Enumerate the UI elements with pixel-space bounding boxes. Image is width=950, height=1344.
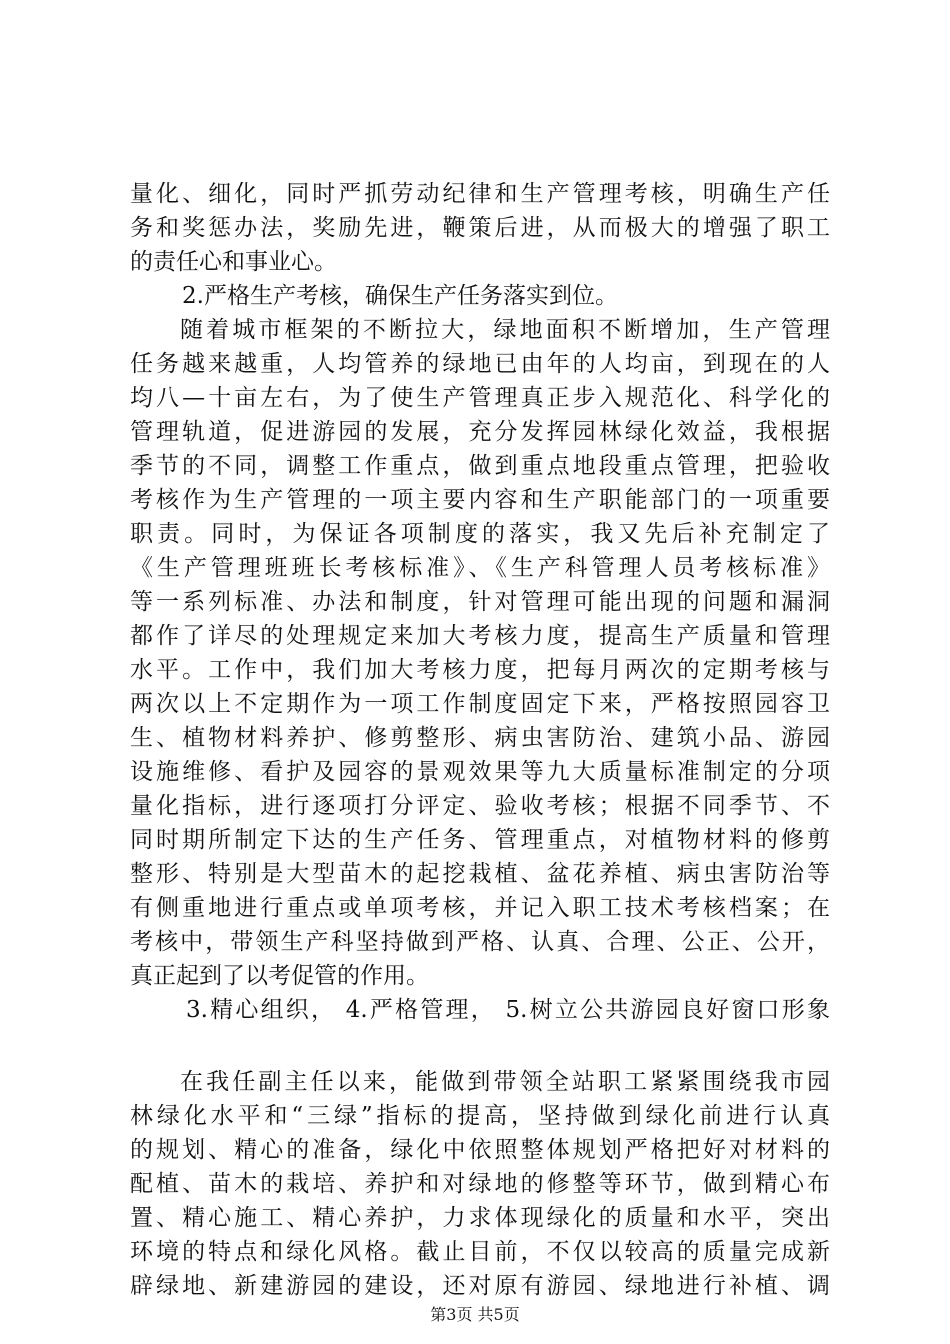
text-line: 的规划、精心的准备，绿化中依照整体规划严格把好对材料的 [130,1137,830,1163]
page-number-footer: 第3页 共5页 [430,1305,520,1324]
text-line: 在我任副主任以来，能做到带领全站职工紧紧围绕我市园 [180,1069,830,1095]
text-line: 都作了详尽的处理规定来加大考核力度，提高生产质量和管理 [130,623,830,649]
text-line: 水平。工作中，我们加大考核力度，把每月两次的定期考核与 [130,657,830,683]
text-line: 任务越来越重，人均管养的绿地已由年的人均亩，到现在的人 [130,351,830,377]
section-heading: 2.严格生产考核，确保生产任务落实到位。 [182,283,618,309]
text-line: 整形、特别是大型苗木的起挖栽植、盆花养植、病虫害防治等 [130,861,830,887]
text-line: 量化、细化，同时严抓劳动纪律和生产管理考核，明确生产任 [130,181,830,207]
text-line: 季节的不同，调整工作重点，做到重点地段重点管理，把验收 [130,453,830,479]
section-heading: 3.精心组织， 4.严格管理， 5.树立公共游园良好窗口形象 [186,997,830,1023]
text-line: 的责任心和事业心。 [130,249,337,275]
text-line: 考核作为生产管理的一项主要内容和生产职能部门的一项重要 [130,487,830,513]
text-line: 辟绿地、新建游园的建设，还对原有游园、绿地进行补植、调 [130,1273,830,1299]
text-line: 《生产管理班班长考核标准》、《生产科管理人员考核标准》 [130,555,830,581]
text-line: 配植、苗木的栽培、养护和对绿地的修整等环节，做到精心布 [130,1171,830,1197]
text-line: 管理轨道，促进游园的发展，充分发挥园林绿化效益，我根据 [130,419,830,445]
text-line: 有侧重地进行重点或单项考核，并记入职工技术考核档案；在 [130,895,830,921]
text-line: 均八—十亩左右，为了使生产管理真正步入规范化、科学化的 [130,385,830,411]
text-line: 林绿化水平和“三绿”指标的提高，坚持做到绿化前进行认真 [130,1103,830,1129]
text-line: 两次以上不定期作为一项工作制度固定下来，严格按照园容卫 [130,691,830,717]
text-line: 真正起到了以考促管的作用。 [130,963,429,989]
text-line: 环境的特点和绿化风格。截止目前，不仅以较高的质量完成新 [130,1239,830,1265]
text-line: 生、植物材料养护、修剪整形、病虫害防治、建筑小品、游园 [130,725,830,751]
text-line: 务和奖惩办法，奖励先进，鞭策后进，从而极大的增强了职工 [130,215,830,241]
text-line: 随着城市框架的不断拉大，绿地面积不断增加，生产管理 [180,317,830,343]
text-line: 等一系列标准、办法和制度，针对管理可能出现的问题和漏洞 [130,589,830,615]
text-line: 职责。同时，为保证各项制度的落实，我又先后补充制定了 [130,521,830,547]
text-line: 设施维修、看护及园容的景观效果等九大质量标准制定的分项 [130,759,830,785]
text-line: 同时期所制定下达的生产任务、管理重点，对植物材料的修剪 [130,827,830,853]
text-line: 置、精心施工、精心养护，力求体现绿化的质量和水平，突出 [130,1205,830,1231]
text-line: 量化指标，进行逐项打分评定、验收考核；根据不同季节、不 [130,793,830,819]
text-line: 考核中，带领生产科坚持做到严格、认真、合理、公正、公开， [130,929,830,955]
